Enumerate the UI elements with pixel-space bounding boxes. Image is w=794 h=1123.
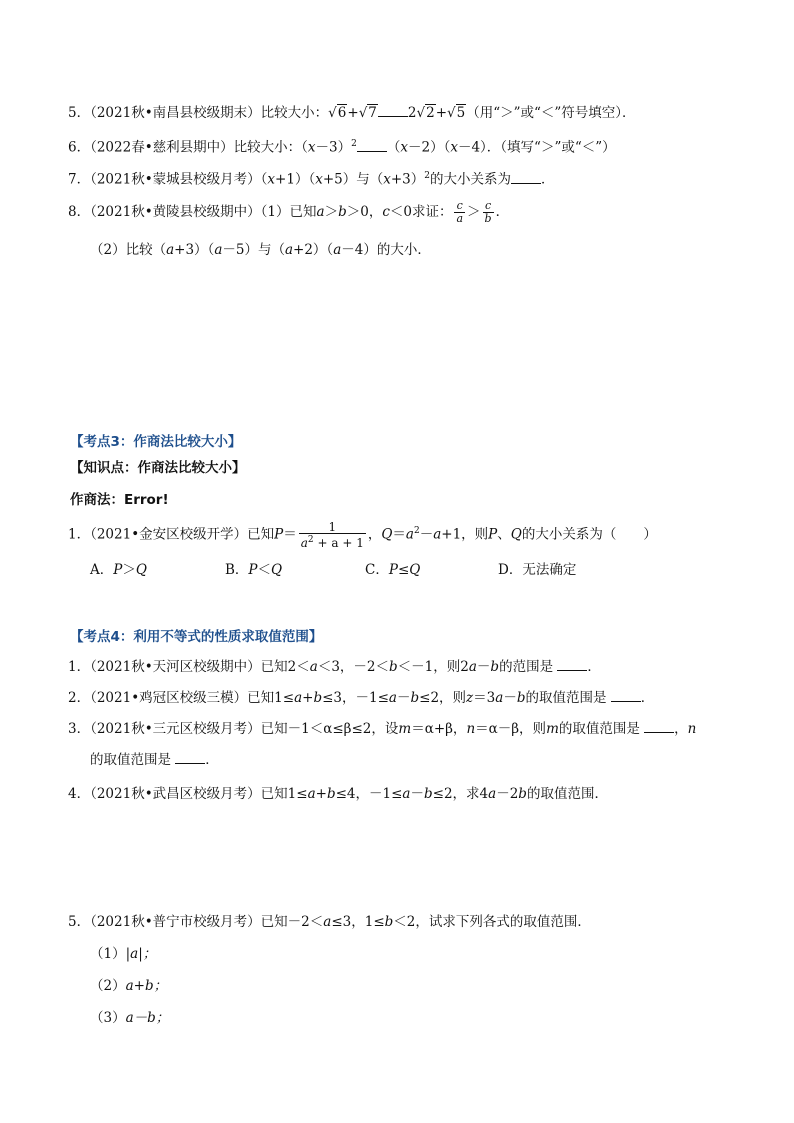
radicand: 6 — [337, 105, 347, 121]
fraction-c-over-b — [483, 200, 494, 225]
question-tail: （用“＞”或“＜”符号填空）． — [466, 105, 636, 121]
question-tail: 的范围是 — [499, 659, 554, 675]
question-source: （2022春•慈利县期中）比较大小：（ — [90, 139, 308, 156]
variable: x — [450, 139, 458, 156]
variable: P — [388, 562, 398, 578]
coefficient: 2 — [407, 105, 417, 121]
variable: a — [402, 786, 411, 802]
variable: a — [495, 690, 504, 706]
section-4-question-2: 2．（2021•鸡冠区校级三模）已知1≤a+b≤3，－1≤a－b≤2，则z＝3a－b的取值范围是 ． — [68, 690, 655, 706]
variable: b — [516, 690, 526, 706]
expr-part: －2 — [496, 786, 519, 802]
expr-part: （2）比较（ — [90, 242, 167, 258]
variable: c — [382, 204, 390, 220]
expr-part: ＜2，试求下列各式的取值范围． — [393, 914, 591, 930]
variable: Q — [381, 526, 393, 543]
sqrt-5: √5 — [447, 105, 466, 121]
expr-part: ＞0， — [346, 204, 383, 220]
question-source: （2021秋•天河区校级期中）已知2＜ — [90, 659, 310, 675]
exponent: 2 — [351, 139, 357, 149]
radicand: 5 — [456, 105, 466, 121]
variable: a — [323, 914, 332, 930]
expr-part: － — [503, 690, 517, 706]
expr-part: + a + 1 — [317, 536, 364, 550]
variable: a — [309, 659, 318, 675]
question-tail: 的大小关系为 — [430, 171, 511, 188]
expr-part: + — [315, 786, 327, 802]
question-source: （2021•鸡冠区校级三模）已知1≤ — [90, 690, 295, 706]
plus-sign: + — [435, 105, 447, 121]
option-d[interactable] — [498, 560, 576, 580]
variable: P — [113, 562, 123, 578]
expr-part: （ — [386, 139, 401, 156]
question-number: 6． — [68, 139, 91, 156]
section-4-heading: 【考点4：利用不等式的性质求取值范围】 — [70, 629, 323, 645]
expr-part: +3） — [390, 171, 425, 188]
variable: a — [316, 204, 325, 220]
variable: b — [313, 690, 323, 706]
question-tail: 的取值范围是 — [90, 752, 171, 768]
question-number: 5． — [68, 914, 91, 930]
answer-options — [90, 560, 690, 580]
numerator: 1 — [299, 521, 366, 534]
exponent: 2 — [424, 171, 430, 181]
expr-part: +2）（ — [293, 242, 334, 258]
variable: m — [546, 721, 559, 737]
answer-blank[interactable] — [511, 171, 541, 184]
question-source: （2021秋•武昌区校级月考）已知1≤ — [90, 786, 308, 802]
variable: a — [333, 242, 342, 258]
operator: ≤ — [397, 562, 410, 578]
answer-blank[interactable] — [611, 689, 641, 702]
variable: a — [468, 659, 477, 675]
expr-part: ≤3，1≤ — [331, 914, 385, 930]
period: ． — [495, 204, 510, 220]
question-source: （2021•金安区校级开学）已知 — [90, 526, 275, 543]
expr-part: ＜－1，则2 — [397, 659, 469, 675]
expr-part: － — [410, 786, 424, 802]
denominator: a — [456, 212, 464, 225]
question-number: 2． — [68, 690, 91, 706]
variable: b — [384, 914, 394, 930]
expr-part: +1）（ — [275, 171, 316, 188]
section-3-heading: 【考点3：作商法比较大小】 — [70, 434, 242, 450]
sub-label: （2） — [90, 978, 126, 994]
operator: ＝ — [283, 526, 297, 543]
question-number: 7． — [68, 171, 91, 188]
sub-question-1 — [90, 944, 156, 964]
variable: x — [267, 171, 276, 188]
answer-blank[interactable] — [644, 720, 674, 733]
section-3-question-1 — [68, 521, 657, 549]
section-4-question-4 — [68, 784, 608, 804]
option-c[interactable] — [365, 560, 420, 580]
sub-label: （1） — [90, 946, 126, 962]
expr-part: ＝3 — [473, 690, 496, 706]
expr-part: － — [396, 690, 411, 706]
expr-part: －3） — [315, 139, 352, 156]
variable: Q — [271, 562, 283, 578]
operator: ＜ — [257, 562, 272, 578]
expr-part: ≤2，则 — [419, 690, 467, 706]
variable: n — [687, 721, 697, 737]
expr-part: －5）与（ — [222, 242, 285, 258]
section-4-question-3-cont: 的取值范围是 ． — [90, 752, 219, 768]
fraction-1-over-quadratic — [299, 521, 366, 549]
expr-part: ＜3，－2＜ — [317, 659, 390, 675]
section-4-question-5 — [68, 912, 591, 932]
sub-expression: |a|； — [125, 946, 157, 962]
variable: P — [248, 562, 258, 578]
exponent: 2 — [307, 535, 314, 545]
operator: ＞ — [122, 562, 136, 578]
variable: P — [274, 526, 284, 543]
variable: b — [423, 786, 433, 802]
expr-part: +1，则 — [441, 526, 489, 543]
variable: a — [488, 786, 497, 802]
expr-part: ≤2，求4 — [432, 786, 489, 802]
sqrt-6: √6 — [328, 105, 347, 121]
plus-sign: + — [347, 105, 359, 121]
variable: Q — [409, 562, 421, 578]
option-letter: A． — [90, 562, 114, 578]
variable: a — [166, 242, 175, 258]
option-text: 无法确定 — [522, 562, 577, 578]
exponent: 2 — [413, 526, 420, 536]
variable: a — [433, 526, 442, 543]
answer-blank[interactable] — [357, 139, 387, 152]
variable: a — [214, 242, 223, 258]
expr-part: ＜0求证： — [389, 204, 453, 220]
question-5 — [68, 103, 636, 123]
sub-question-3 — [90, 1008, 169, 1028]
separator: 、 — [497, 526, 511, 543]
method-line: 作商法：Error! — [70, 492, 169, 508]
expr-part: ＝α+β， — [411, 721, 467, 737]
variable: m — [398, 721, 412, 737]
question-number: 1． — [68, 659, 91, 675]
question-6 — [68, 134, 616, 158]
variable: x — [315, 171, 323, 188]
option-letter: B． — [225, 562, 249, 578]
question-number: 5． — [68, 105, 91, 121]
operator: ＞ — [467, 204, 481, 220]
variable: Q — [135, 562, 147, 578]
variable: a — [294, 690, 303, 706]
variable: a — [307, 786, 316, 802]
expr-part: + — [302, 690, 314, 706]
question-tail: 的大小关系为（ ） — [521, 526, 657, 543]
question-source: （2021秋•黄陵县校级期中）（1）已知 — [90, 204, 317, 220]
sub-expression: a－b； — [125, 1010, 170, 1026]
sqrt-2: √2 — [416, 105, 435, 121]
section-4-question-3: 3．（2021秋•三元区校级月考）已知－1＜α≤β≤2，设m＝α+β，n＝α－β，则m的取值范围是 ，n — [68, 721, 697, 737]
question-8 — [68, 200, 509, 225]
question-source: （2021秋•三元区校级月考）已知－1＜α≤β≤2，设 — [90, 721, 399, 737]
radicand: 2 — [426, 105, 435, 121]
answer-blank[interactable] — [175, 751, 205, 764]
variable: b — [389, 659, 398, 675]
sub-expression: a+b； — [125, 978, 168, 994]
option-a[interactable] — [90, 560, 147, 580]
comma: ， — [367, 526, 382, 543]
variable: a — [300, 536, 308, 550]
variable: P — [488, 526, 498, 543]
question-number: 4． — [68, 786, 91, 802]
expr-part: －2）（ — [408, 139, 451, 156]
expr-part: －4）的大小． — [341, 242, 431, 258]
variable: b — [326, 786, 336, 802]
expr-part: +5）与（ — [322, 171, 384, 188]
option-letter: D． — [498, 562, 523, 578]
variable: x — [400, 139, 408, 156]
expr-part: 的取值范围是 — [558, 721, 640, 737]
answer-blank[interactable] — [378, 104, 408, 117]
numerator: c — [483, 200, 494, 213]
question-number: 3． — [68, 721, 91, 737]
fraction-c-over-a — [454, 200, 465, 225]
variable: Q — [510, 526, 522, 543]
expr-part: －4）．（填写“＞”或“＜”） — [457, 139, 616, 156]
question-source: （2021秋•南昌县校级期末）比较大小： — [90, 105, 329, 121]
operator: ＞ — [324, 204, 339, 220]
variable: z — [466, 690, 474, 706]
radicand: 7 — [368, 105, 377, 121]
question-tail: 的取值范围． — [526, 786, 608, 802]
sqrt-7: √7 — [358, 105, 377, 121]
question-tail: 的取值范围是 — [525, 690, 607, 706]
expr-part: +3）（ — [174, 242, 215, 258]
expr-part: － — [419, 526, 434, 543]
question-8-part-2 — [90, 240, 431, 260]
answer-blank[interactable] — [557, 658, 587, 671]
question-7: 7．（2021秋•蒙城县校级月考）（x+1）（x+5）与$(x+3)^2$的大小关系为 ． — [68, 171, 555, 188]
sub-question-2 — [90, 976, 167, 996]
expr-part: ≤3，－1≤ — [322, 690, 389, 706]
variable: x — [307, 139, 316, 156]
variable: a — [405, 526, 414, 543]
question-number: 8． — [68, 204, 91, 220]
option-b[interactable] — [225, 560, 282, 580]
variable: n — [466, 721, 476, 737]
knowledge-point-heading: 【知识点：作商法比较大小】 — [70, 460, 246, 476]
expr-part: ≤4，－1≤ — [335, 786, 403, 802]
question-source: （2021秋•普宁市校级月考）已知－2＜ — [90, 914, 324, 930]
variable: x — [383, 171, 391, 188]
denominator: b — [484, 212, 492, 225]
variable: b — [410, 690, 420, 706]
numerator: c — [454, 200, 465, 213]
section-4-question-1: 1．（2021秋•天河区校级期中）已知2＜a＜3，－2＜b＜－1，则2a－b的范围是 ． — [68, 659, 601, 675]
option-letter: C． — [365, 562, 389, 578]
expr-part: － — [476, 659, 491, 675]
question-number: 1． — [68, 526, 91, 543]
question-source: （2021秋•蒙城县校级月考）（ — [90, 171, 268, 188]
variable: b — [518, 786, 527, 802]
expr-part: ＝α－β，则 — [475, 721, 547, 737]
variable: b — [338, 204, 347, 220]
denominator — [299, 534, 366, 549]
sub-label: （3） — [90, 1010, 126, 1026]
operator: ＝ — [392, 526, 406, 543]
variable: a — [284, 242, 294, 258]
variable: b — [490, 659, 500, 675]
variable: a — [388, 690, 397, 706]
